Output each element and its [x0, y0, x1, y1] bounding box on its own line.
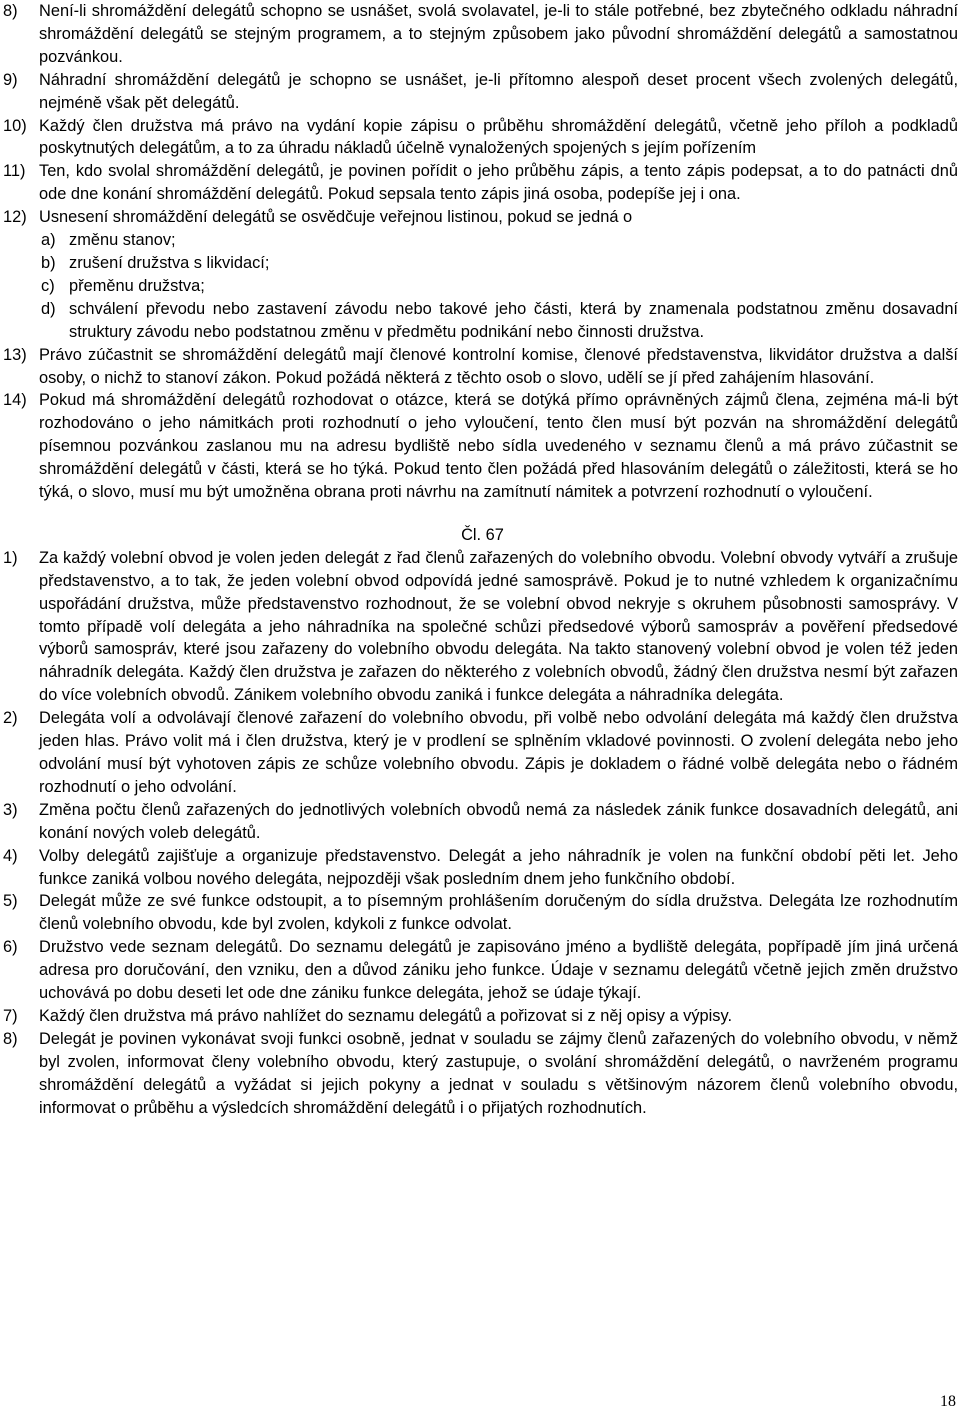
item-text: Náhradní shromáždění delegátů je schopno se usnášet, je-li přítomno alespoň deset procent všech zvolených delegátů, nejméně však pět delegátů. [39, 70, 958, 112]
article-heading: Čl. 67 [461, 525, 504, 544]
item-number: 9) [3, 70, 18, 89]
item-text: Družstvo vede seznam delegátů. Do seznamu delegátů je zapisováno jméno a bydliště delegáta, popřípadě jím jiná určená adresa pro doručování, den vzniku, den a důvod zániku jeho funkce. Údaje v seznamu delegátů včetně jejich změn družstvo uchovává po dobu deseti let ode dne zániku funkce delegáta, jehož se údaje týkají. [39, 938, 958, 1003]
sub-item-letter: a) [41, 231, 56, 250]
item-text: Za každý volební obvod je volen jeden delegát z řad členů zařazených do volebního obvodu. Volební obvody vytváří a zrušuje představenstvo, a to tak, že jeden volební obvod odpovídá jedné samosprávě. Pokud je to nutné vzhledem k organizačnímu uspořádání družstva, může představenstvo rozhodnout, že se volební obvod nekryje s okruhem působnosti samosprávy. V tomto případě volí delegáta a jeho náhradníka na společné schůzi předsedové výborů samospráv a pověření předsedové výborů samospráv, které jsou zařazeny do volebního obvodu delegáta. Na takto stanovený volební obvod je volen též jeden náhradník delegáta. Každý člen družstva je zařazen do některého z volebních obvodů, žádný člen družstva nesmí být zařazen do více volebních obvodů. Zánikem volebního obvodu zaniká i funkce delegáta a náhradníka delegáta. [39, 548, 958, 705]
item-number: 12) [3, 208, 27, 227]
list-item [3, 1028, 958, 1120]
sub-item-text: přeměnu družstva; [69, 276, 205, 295]
list-item [3, 389, 958, 504]
list-item [3, 115, 958, 161]
item-text: Usnesení shromáždění delegátů se osvědčuje veřejnou listinou, pokud se jedná o [39, 208, 633, 227]
item-number: 14) [3, 391, 27, 410]
list-item [3, 69, 958, 115]
sub-list-item [41, 229, 958, 252]
item-number: 5) [3, 892, 18, 911]
list-item [3, 936, 958, 1005]
item-number: 2) [3, 709, 18, 728]
list-item [3, 547, 958, 707]
item-number: 11) [3, 162, 26, 181]
list-item [3, 344, 958, 390]
sub-list-item [41, 298, 958, 344]
item-text: Delegát může ze své funkce odstoupit, a to písemným prohlášením doručeným do sídla družstva. Delegáta lze rozhodnutím členů volebního obvodu, kde byl zvolen, kdykoli z funkce odvolat. [39, 892, 958, 934]
item-number: 8) [3, 2, 18, 20]
list-item [3, 160, 958, 206]
sub-item-letter: b) [41, 253, 56, 272]
section-continued-articles [3, 0, 958, 504]
item-text: Pokud má shromáždění delegátů rozhodovat o otázce, která se dotýká přímo oprávněných zájmů člena, zejména má-li být rozhodováno o jeho námitkách proti rozhodnutí o jeho vyloučení, tento člen musí být pozván na shromáždění delegátů písemnou pozvánkou zaslanou mu na adresu bydliště nebo sídla uvedeného v seznamu členů a má právo zúčastnit se shromáždění delegátů v části, která se ho týká. Pokud tento člen požádá před hlasováním delegátů o záležitosti, která se ho týká, o slovo, musí mu být umožněna obrana proti návrhu na zamítnutí námitek a potvrzení rozhodnutí o vyloučení. [39, 391, 958, 502]
list-item [3, 890, 958, 936]
item-text: Volby delegátů zajišťuje a organizuje představenstvo. Delegát a jeho náhradník je volen na funkční období pěti let. Jeho funkce zaniká volbou nového delegáta, nejpozději však posledním dnem jeho funkčního období. [39, 846, 958, 888]
item-text: Delegáta volí a odvolávají členové zařazení do volebního obvodu, při volbě nebo odvolání delegáta má každý člen družstva jeden hlas. Právo volit má i člen družstva, který je v prodlení se splněním vkladové povinnosti. O zvolení delegáta nebo jeho odvolání musí být vyhotoven zápis ze schůze volebního obvodu. Zápis je dokladem o řádné volbě delegáta nebo o řádném rozhodnutí o jeho odvolání. [39, 709, 958, 796]
item-number: 7) [3, 1006, 18, 1025]
page-number: 18 [940, 1393, 956, 1410]
list-item [3, 206, 958, 229]
sub-item-text: zrušení družstva s likvidací; [69, 253, 270, 272]
sub-item-letter: c) [41, 276, 55, 295]
item-text: Změna počtu členů zařazených do jednotlivých volebních obvodů nemá za následek zánik funkce dosavadních delegátů, ani konání nových voleb delegátů. [39, 800, 958, 842]
item-text: Právo zúčastnit se shromáždění delegátů mají členové kontrolní komise, členové představenstva, likvidátor družstva a další osoby, o nichž to stanoví zákon. Pokud požádá některá z těchto osob o slovo, udělí se jí před zahájením hlasování. [39, 345, 958, 387]
list-item [3, 1005, 958, 1028]
item-text: Delegát je povinen vykonávat svoji funkci osobně, jednat v souladu se zájmy členů zařazených do volebního obvodu, v němž byl zvolen, informovat členy volebního obvodu, který zastupuje, o svolání shromáždění delegátů, o navrženém programu shromáždění delegátů a vyžádat si jejich pokyny a jednat v souladu s většinovým názorem členů volebního obvodu, informovat o průběhu a výsledcích shromáždění delegátů i o přijatých rozhodnutích. [39, 1029, 958, 1117]
item-number: 1) [3, 548, 18, 567]
sub-item-text: změnu stanov; [69, 231, 176, 250]
item-number: 3) [3, 800, 18, 819]
item-text: Každý člen družstva má právo na vydání kopie zápisu o průběhu shromáždění delegátů, včetně jeho příloh a podkladů poskytnutých delegátům, a to za úhradu nákladů účelně vynaložených spojených s jejím pořízením [39, 116, 958, 158]
item-number: 4) [3, 846, 18, 865]
sub-list-item [41, 275, 958, 298]
item-number: 10) [3, 116, 27, 135]
sub-list-item [41, 252, 958, 275]
list-item [3, 707, 958, 799]
list-item [3, 845, 958, 891]
list-item [3, 0, 958, 69]
item-number: 6) [3, 938, 18, 957]
item-text: Každý člen družstva má právo nahlížet do seznamu delegátů a pořizovat si z něj opisy a výpisy. [39, 1006, 733, 1025]
item-number: 8) [3, 1029, 18, 1048]
item-text: Není-li shromáždění delegátů schopno se usnášet, svolá svolavatel, je-li to stále potřebné, bez zbytečného odkladu náhradní shromáždění delegátů se stejným programem, a to stejným způsobem jako původní shromáždění delegátů a samostatnou pozvánkou. [39, 2, 958, 66]
item-number: 13) [3, 345, 27, 364]
document-page [3, 0, 958, 1120]
list-item [3, 799, 958, 845]
sub-item-text: schválení převodu nebo zastavení závodu nebo takové jeho části, která by znamenala podstatnou změnu dosavadní struktury závodu nebo podstatnou změnu v předmětu podnikání nebo činnosti družstva. [69, 299, 958, 341]
section-article-67 [3, 547, 958, 1120]
sub-item-letter: d) [41, 299, 56, 318]
item-text: Ten, kdo svolal shromáždění delegátů, je povinen pořídit o jeho průběhu zápis, a tento zápis podepsat, a to do patnácti dnů ode dne konání shromáždění delegátů. Pokud sepsala tento zápis jiná osoba, podepíše jej i ona. [39, 162, 958, 204]
